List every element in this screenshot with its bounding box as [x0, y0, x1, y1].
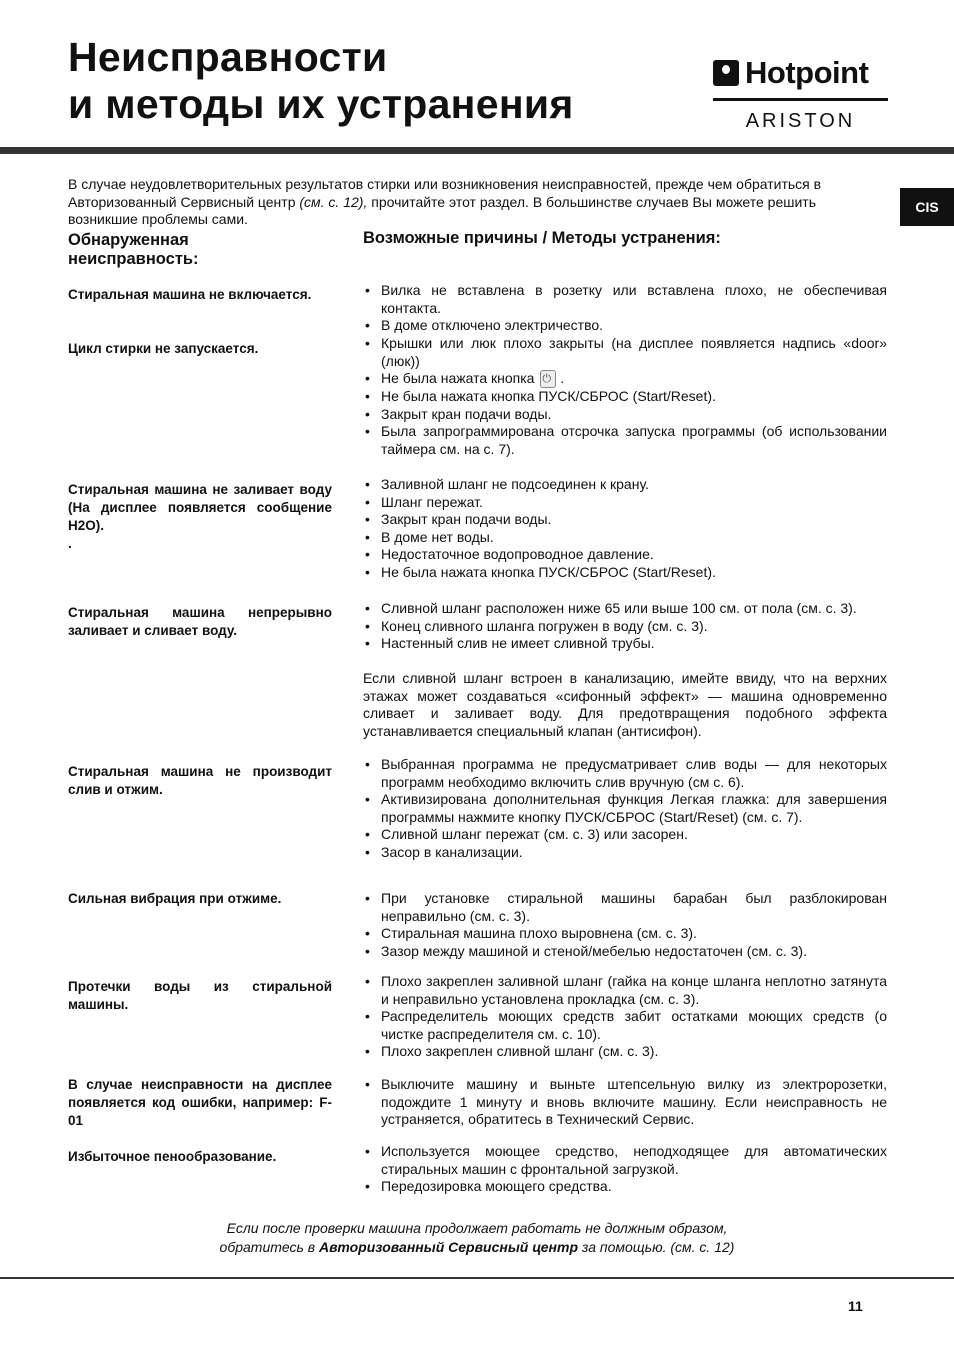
solutions-5	[363, 756, 887, 861]
footer-note: Если после проверки машина продолжает работать не должным образом, обратитесь в Авторизованный Сервисный центр за помощью. (см. с. 12)	[219, 1220, 735, 1255]
brand-mark-icon	[713, 60, 739, 86]
top-divider	[0, 147, 954, 154]
list-item: • Плохо закреплен заливной шланг (гайка на конце шланга неплотно затянута и неправильно установлена прокладка (см. с. 3).	[363, 973, 887, 1008]
problem-8: В случае неисправности на дисплее появляется код ошибки, например: F-01	[68, 1077, 332, 1128]
language-tab: CIS	[900, 188, 954, 226]
page-number: 11	[848, 1298, 863, 1314]
problem-4: Стиральная машина непрерывно заливает и сливает воду.	[68, 605, 332, 638]
page-title: Неисправности и методы их устранения	[68, 34, 574, 127]
solutions-3	[363, 476, 887, 581]
solutions-4	[363, 600, 887, 653]
brand-logo	[713, 55, 888, 135]
solutions-6	[363, 890, 887, 960]
list-item: • Была запрограммирована отсрочка запуска программы (об использовании таймера см. на с. 7).	[363, 423, 887, 458]
problem-7: Протечки воды из стиральной машины.	[68, 979, 332, 1012]
column-header-problem: Обнаруженная неисправность:	[68, 231, 199, 268]
list-item: • Стиральная машина плохо выровнена (см. с. 3).	[363, 925, 887, 943]
list-item: • Зазор между машиной и стеной/мебелью недостаточен (см. с. 3).	[363, 943, 887, 961]
list-item: • Передозировка моющего средства.	[363, 1178, 887, 1196]
list-item: • В доме нет воды.	[363, 529, 887, 547]
intro-text: В случае неудовлетворительных результатов стирки или возникновения неисправностей, прежде чем обратиться в Авторизованный Сервисный центр (см. с. 12), прочитайте этот раздел. В большинстве случаев Вы можете решить возникшие проблемы сами.	[68, 176, 822, 227]
list-item: • Закрыт кран подачи воды.	[363, 511, 887, 529]
problem-3: Стиральная машина не заливает воду (На дисплее появляется сообщение H2O). .	[68, 482, 332, 551]
solutions-7	[363, 973, 887, 1061]
column-header-solutions: Возможные причины / Методы устранения:	[363, 229, 721, 247]
solutions-1	[363, 282, 887, 335]
list-item: • Не была нажата кнопка ПУСК/СБРОС (Start/Reset).	[363, 564, 887, 582]
list-item: • Не была нажата кнопка ⏻ .	[363, 370, 887, 388]
list-item: • Недостаточное водопроводное давление.	[363, 546, 887, 564]
solutions-9	[363, 1143, 887, 1196]
list-item: • Шланг пережат.	[363, 494, 887, 512]
list-item: • Засор в канализации.	[363, 844, 887, 862]
list-item: • Выключите машину и выньте штепсельную вилку из электророзетки, подождите 1 минуту и вновь включите машину. Если неисправность не устраняется, обратитесь в Технический Сервис.	[363, 1076, 887, 1129]
list-item: • В доме отключено электричество.	[363, 317, 887, 335]
logo-brand: Hotpoint	[745, 55, 869, 90]
problem-1: Стиральная машина не включается.	[68, 287, 312, 302]
bottom-divider	[0, 1277, 954, 1279]
list-item: • Активизирована дополнительная функция Легкая глажка: для завершения программы нажмите кнопку ПУСК/СБРОС (Start/Reset) (см. с. 7).	[363, 791, 887, 826]
list-item: • Закрыт кран подачи воды.	[363, 406, 887, 424]
list-item: • Сливной шланг расположен ниже 65 или выше 100 см. от пола (см. с. 3).	[363, 600, 887, 618]
list-item: • Крышки или люк плохо закрыты (на дисплее появляется надпись «door» (люк))	[363, 335, 887, 370]
list-item: • Настенный слив не имеет сливной трубы.	[363, 635, 887, 653]
problem-6: Сильная вибрация при отжиме.	[68, 891, 282, 906]
list-item: • Распределитель моющих средств забит остатками моющих средств (о чистке распределителя см. с. 10).	[363, 1008, 887, 1043]
list-item: • Используется моющее средство, неподходящее для автоматических стиральных машин с фронтальной загрузкой.	[363, 1143, 887, 1178]
list-item: • Плохо закреплен сливной шланг (см. с. 3).	[363, 1043, 887, 1061]
logo-sub: ARISTON	[745, 110, 856, 132]
list-item: • Сливной шланг пережат (см. с. 3) или засорен.	[363, 826, 887, 844]
siphon-note: Если сливной шланг встроен в канализацию, имейте ввиду, что на верхних этажах может создаваться «сифонный эффект» — машина одновременно сливает и заливает воду. Для предотвращения подобного эффекта устанавливается специальный клапан (антисифон).	[363, 670, 887, 739]
problem-9: Избыточное пенообразование.	[68, 1149, 277, 1164]
problem-2: Цикл стирки не запускается.	[68, 341, 259, 356]
list-item: • Конец сливного шланга погружен в воду (см. с. 3).	[363, 618, 887, 636]
list-item: • Выбранная программа не предусматривает слив воды — для некоторых программ необходимо включить слив вручную (см с. 6).	[363, 756, 887, 791]
solutions-2	[363, 335, 887, 458]
solutions-8	[363, 1076, 887, 1129]
list-item: • Не была нажата кнопка ПУСК/СБРОС (Start/Reset).	[363, 388, 887, 406]
list-item: • Вилка не вставлена в розетку или вставлена плохо, не обеспечивая контакта.	[363, 282, 887, 317]
list-item: • Заливной шланг не подсоединен к крану.	[363, 476, 887, 494]
power-button-icon	[540, 370, 556, 388]
problem-5: Стиральная машина не производит слив и отжим.	[68, 764, 332, 797]
list-item: • При установке стиральной машины барабан был разблокирован неправильно (см. с. 3).	[363, 890, 887, 925]
